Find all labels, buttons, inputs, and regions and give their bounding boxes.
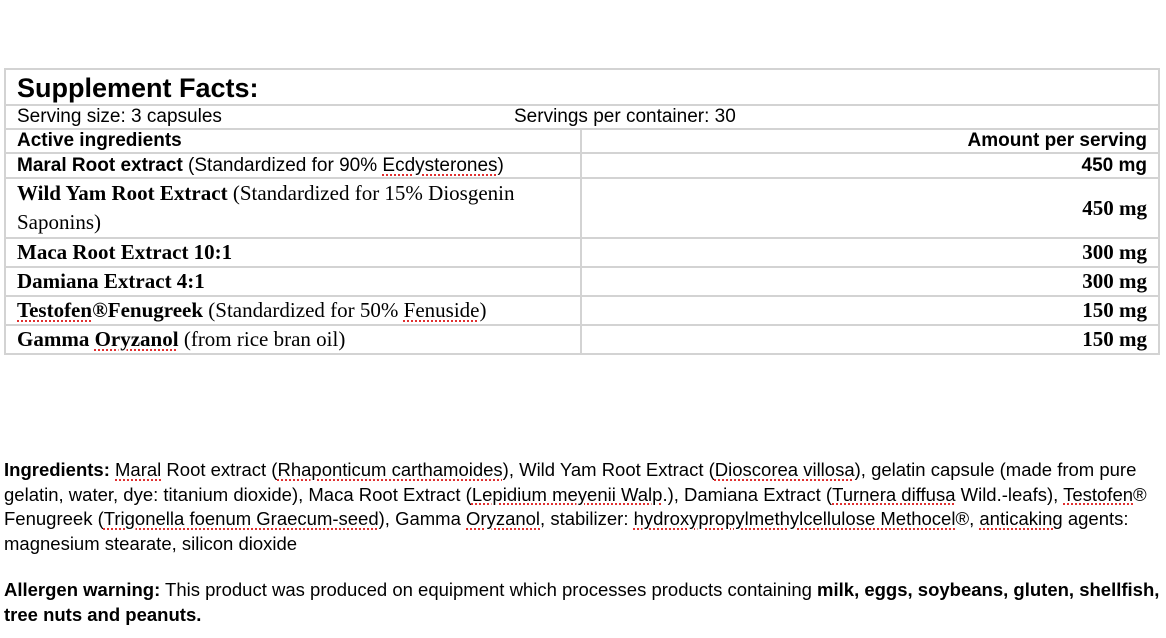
- ingredients-paragraph: [4, 458, 1160, 556]
- ingredients-text: ®,: [955, 508, 980, 529]
- allergen-list: milk, eggs, soybeans, gluten, shellfish, tree nuts and peanuts.: [4, 579, 1160, 625]
- ingredients-text: Oryzanol: [466, 508, 541, 529]
- ingredient-note: (Standardized for 90%: [182, 155, 383, 176]
- ingredients-text: hydroxypropylmethylcellulose Methocel: [633, 508, 956, 529]
- ingredient-amount: 300 mg: [581, 238, 1159, 267]
- serving-row: [5, 105, 1159, 129]
- ingredients-text: agents: magnesium stearate, silicon dioxide: [4, 508, 1129, 554]
- ingredients-text: Rhaponticum carthamoides: [277, 459, 503, 480]
- ingredient-name: Testofen: [17, 298, 93, 322]
- ingredient-note: (Standardized for 50%: [203, 298, 404, 322]
- ingredients-text: anticaking: [979, 508, 1063, 529]
- ingredients-text: Trigonella foenum Graecum-seed: [103, 508, 379, 529]
- allergen-label: Allergen warning:: [4, 579, 161, 600]
- ingredient-amount: 450 mg: [581, 153, 1159, 178]
- ingredient-note: Ecdysterones: [382, 155, 498, 176]
- ingredient-note: (from rice bran oil): [178, 327, 346, 351]
- servings-per-container: Servings per container: 30: [514, 106, 736, 127]
- ingredients-text: , stabilizer:: [540, 508, 634, 529]
- ingredient-name: ®Fenugreek: [92, 298, 204, 322]
- ingredient-amount: 450 mg: [581, 178, 1159, 238]
- facts-title-row: [5, 69, 1159, 105]
- ingredient-name: Maca Root Extract 10:1: [17, 240, 233, 264]
- ingredients-text: Lepidium meyenii Walp: [471, 483, 663, 505]
- table-row: [5, 325, 1159, 354]
- ingredient-name: Gamma: [17, 327, 95, 351]
- ingredients-text: Root extract (: [161, 459, 278, 480]
- ingredient-amount: 150 mg: [581, 325, 1159, 354]
- serving-size: Serving size: 3 capsules: [17, 106, 222, 127]
- ingredient-amount: 150 mg: [581, 296, 1159, 325]
- ingredients-text: ), gelatin capsule (made from pure gelatin, water, dye: titanium dioxide), Maca Root Extract (: [4, 459, 1137, 505]
- ingredients-text: Testofen: [1063, 483, 1134, 505]
- supplement-facts-table: [4, 68, 1160, 355]
- ingredient-name: Damiana Extract 4:1: [17, 269, 205, 293]
- ingredient-name: Wild Yam Root Extract: [17, 181, 228, 205]
- ingredients-text: .), Damiana Extract (: [662, 483, 833, 505]
- ingredient-note: Fenuside: [403, 298, 480, 322]
- ingredient-note: (Standardized for 15% Diosgenin Saponins): [17, 181, 515, 234]
- ingredients-text: Turnera diffusa: [832, 483, 956, 505]
- header-amount-per-serving: Amount per serving: [581, 129, 1159, 153]
- ingredient-amount: 300 mg: [581, 267, 1159, 296]
- ingredient-name: Maral Root extract: [17, 155, 183, 176]
- ingredients-text: Maral: [115, 459, 162, 480]
- ingredients-text: Dioscorea villosa: [714, 459, 855, 480]
- facts-title: Supplement Facts:: [5, 69, 1159, 105]
- ingredient-note: ): [497, 155, 504, 176]
- ingredients-text: ® Fenugreek (: [4, 483, 1147, 529]
- allergen-warning: [4, 578, 1160, 627]
- table-row: [5, 153, 1159, 178]
- ingredient-note: ): [479, 298, 487, 322]
- header-active-ingredients: Active ingredients: [5, 129, 581, 153]
- ingredients-text: Wild.-leafs),: [955, 483, 1064, 505]
- ingredients-text: ), Gamma: [378, 508, 467, 529]
- table-row: [5, 267, 1159, 296]
- ingredient-name: Oryzanol: [94, 327, 179, 351]
- ingredients-label: Ingredients:: [4, 459, 110, 480]
- table-header-row: [5, 129, 1159, 153]
- table-row: [5, 238, 1159, 267]
- ingredients-text: ), Wild Yam Root Extract (: [502, 459, 715, 480]
- table-row: [5, 178, 1159, 238]
- allergen-text: This product was produced on equipment which processes products containing: [160, 579, 818, 600]
- table-row: [5, 296, 1159, 325]
